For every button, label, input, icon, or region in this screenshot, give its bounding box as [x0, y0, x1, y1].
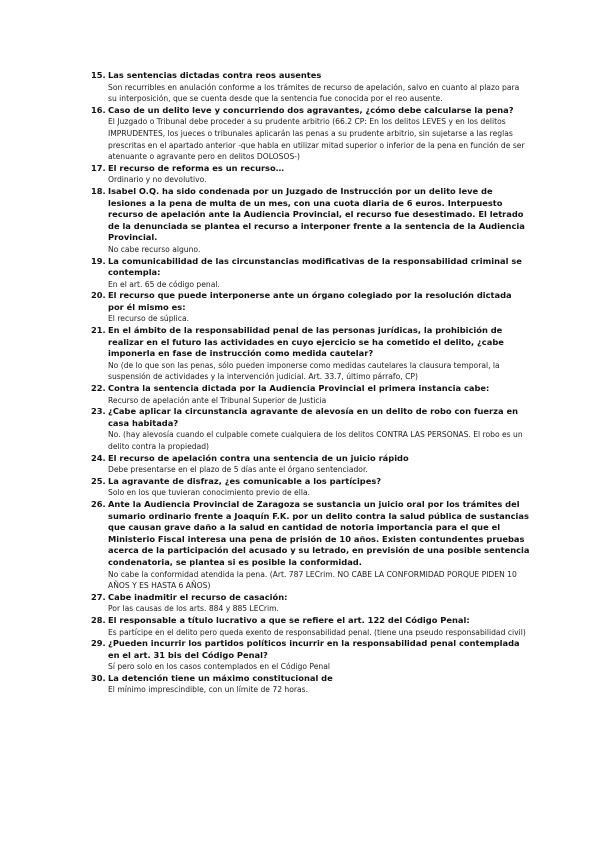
question-text: ¿Cabe aplicar la circunstancia agravante de alevosía en un delito de robo con fuerza en casa habitada? [108, 406, 518, 428]
answer-text: El mínimo imprescindible, con un límite de 72 horas. [108, 685, 309, 695]
answer-text: Por las causas de los arts. 884 y 885 LECrim. [108, 604, 279, 614]
answer-text: No. (hay alevosía cuando el culpable comete cualquiera de los delitos CONTRA LAS PERSONAS. El robo es un delito contra la propiedad) [108, 430, 523, 451]
question-item [0, 163, 600, 186]
question-text: El responsable a título lucrativo a que se refiere el art. 122 del Código Penal: [108, 614, 470, 625]
question-number: 29. [91, 638, 106, 649]
answer-text: En el art. 65 de código penal. [108, 279, 220, 289]
question-text: Cabe inadmitir el recurso de casación: [108, 591, 288, 602]
question-number: 21. [91, 325, 106, 336]
question-number: 26. [91, 498, 106, 509]
question-list [0, 70, 600, 696]
question-number: 28. [91, 614, 106, 625]
question-item [0, 615, 600, 638]
question-number: 19. [91, 255, 106, 266]
question-text: ¿Pueden incurrir los partidos políticos incurrir en la responsabilidad penal contemplada en el art. 31 bis del Código Penal? [108, 638, 520, 660]
question-text: Isabel O.Q. ha sido condenada por un Juzgado de Instrucción por un delito leve de lesiones a la pena de multa de un mes, con una cuota diaria de 6 euros. Interpuesto recurso de apelación ante la Audiencia Provincial, el recurso fue desestimado. El letrado de la denunciada se plantea el recurso a interponer frente a la sentencia de la Audiencia Provincial. [108, 185, 525, 243]
question-item [0, 499, 600, 592]
answer-text: El Juzgado o Tribunal debe proceder a su prudente arbitrio (66.2 CP: En los delitos LEVES y en los delitos IMPRUDENTES, los jueces o tribunales aplicarán las penas a su prudente arbitrio, sin sujetarse a las reglas prescritas en el apartado anterior -que habla en utilizar mitad superior o inferior de la pena en función de ser atenuante o agravante pero en delitos DOLOSOS-) [108, 117, 525, 162]
answer-text: No cabe recurso alguno. [108, 244, 201, 254]
question-item [0, 256, 600, 291]
question-text: El recurso de apelación contra una sentencia de un juicio rápido [108, 452, 409, 463]
question-number: 22. [91, 383, 106, 394]
question-text: Caso de un delito leve y concurriendo dos agravantes, ¿cómo debe calcularse la pena? [108, 104, 514, 115]
answer-text: Son recurribles en anulación conforme a los trámites de recurso de apelación, salvo en cuanto al plazo para su interposición, que se cuenta desde que la sentencia fue conocida por el reo ausente. [108, 82, 520, 104]
question-item [0, 638, 600, 673]
answer-text: Solo en los que tuvieran conocimiento previo de ella. [108, 488, 311, 498]
question-text: Contra la sentencia dictada por la Audiencia Provincial el primera instancia cabe: [108, 383, 490, 394]
question-text: La detención tiene un máximo constitucional de [108, 672, 333, 683]
question-item [0, 186, 600, 256]
answer-text: No cabe la conformidad atendida la pena. (Art. 787 LECrim. NO CABE LA CONFORMIDAD PORQUE PIDEN 10 AÑOS Y ES HASTA 6 AÑOS) [108, 569, 517, 591]
question-item [0, 406, 600, 452]
question-text: Ante la Audiencia Provincial de Zaragoza se sustancia un juicio oral por los trámites del sumario ordinario frente a Joaquín F.K. por un delito contra la salud pública de sustancias que causan grave daño a la salud en cantidad de notoria importancia para el que el Ministerio Fiscal interesa una pena de prisión de 10 años. Existen contundentes pruebas acerca de la participación del acusado y su letrado, en previsión de una posible sentencia condenatoria, se plantea si es posible la conformidad. [108, 498, 530, 567]
question-item [0, 673, 600, 696]
answer-text: No (de lo que son las penas, sólo pueden imponerse como medidas cautelares la clausura temporal, la suspensión de actividades y la intervención judicial. Art. 33.7, último párrafo, CP) [108, 360, 500, 382]
question-number: 24. [91, 452, 106, 463]
question-number: 17. [91, 162, 106, 173]
question-number: 27. [91, 591, 106, 602]
question-text: El recurso de reforma es un recurso… [108, 162, 284, 173]
question-number: 15. [91, 70, 106, 80]
question-item [0, 290, 600, 325]
answer-text: Ordinario y no devolutivo. [108, 175, 207, 185]
question-text: La comunicabilidad de las circunstancias modificativas de la responsabilidad criminal se contempla: [108, 255, 522, 278]
question-number: 20. [91, 290, 106, 301]
question-item [0, 592, 600, 615]
question-item [0, 476, 600, 499]
answer-text: Sí pero solo en los casos contemplados en el Código Penal [108, 662, 330, 672]
question-number: 25. [91, 475, 106, 486]
question-text: La agravante de disfraz, ¿es comunicable a los partícipes? [108, 475, 382, 486]
question-text: En el ámbito de la responsabilidad penal de las personas jurídicas, la prohibición de realizar en el futuro las actividades en cuyo ejercicio se ha cometido el delito, ¿cabe imponerla en fase de instrucción como medida cautelar? [108, 325, 504, 359]
question-text: Las sentencias dictadas contra reos ausentes [108, 70, 322, 80]
question-number: 30. [91, 672, 106, 683]
answer-text: Es partícipe en el delito pero queda exento de responsabilidad penal. (tiene una pseudo responsabilidad civil) [108, 627, 526, 637]
question-number: 18. [91, 185, 106, 196]
question-item [0, 453, 600, 476]
question-item [0, 105, 600, 163]
answer-text: El recurso de súplica. [108, 314, 190, 324]
question-number: 16. [91, 104, 106, 115]
question-item [0, 383, 600, 406]
question-text: El recurso que puede interponerse ante un órgano colegiado por la resolución dictada por él mismo es: [108, 290, 512, 312]
question-item [0, 325, 600, 383]
question-number: 23. [91, 406, 106, 417]
question-item [0, 70, 600, 105]
answer-text: Debe presentarse en el plazo de 5 días ante el órgano sentenciador. [108, 465, 368, 475]
answer-text: Recurso de apelación ante el Tribunal Superior de Justicia [108, 395, 327, 405]
